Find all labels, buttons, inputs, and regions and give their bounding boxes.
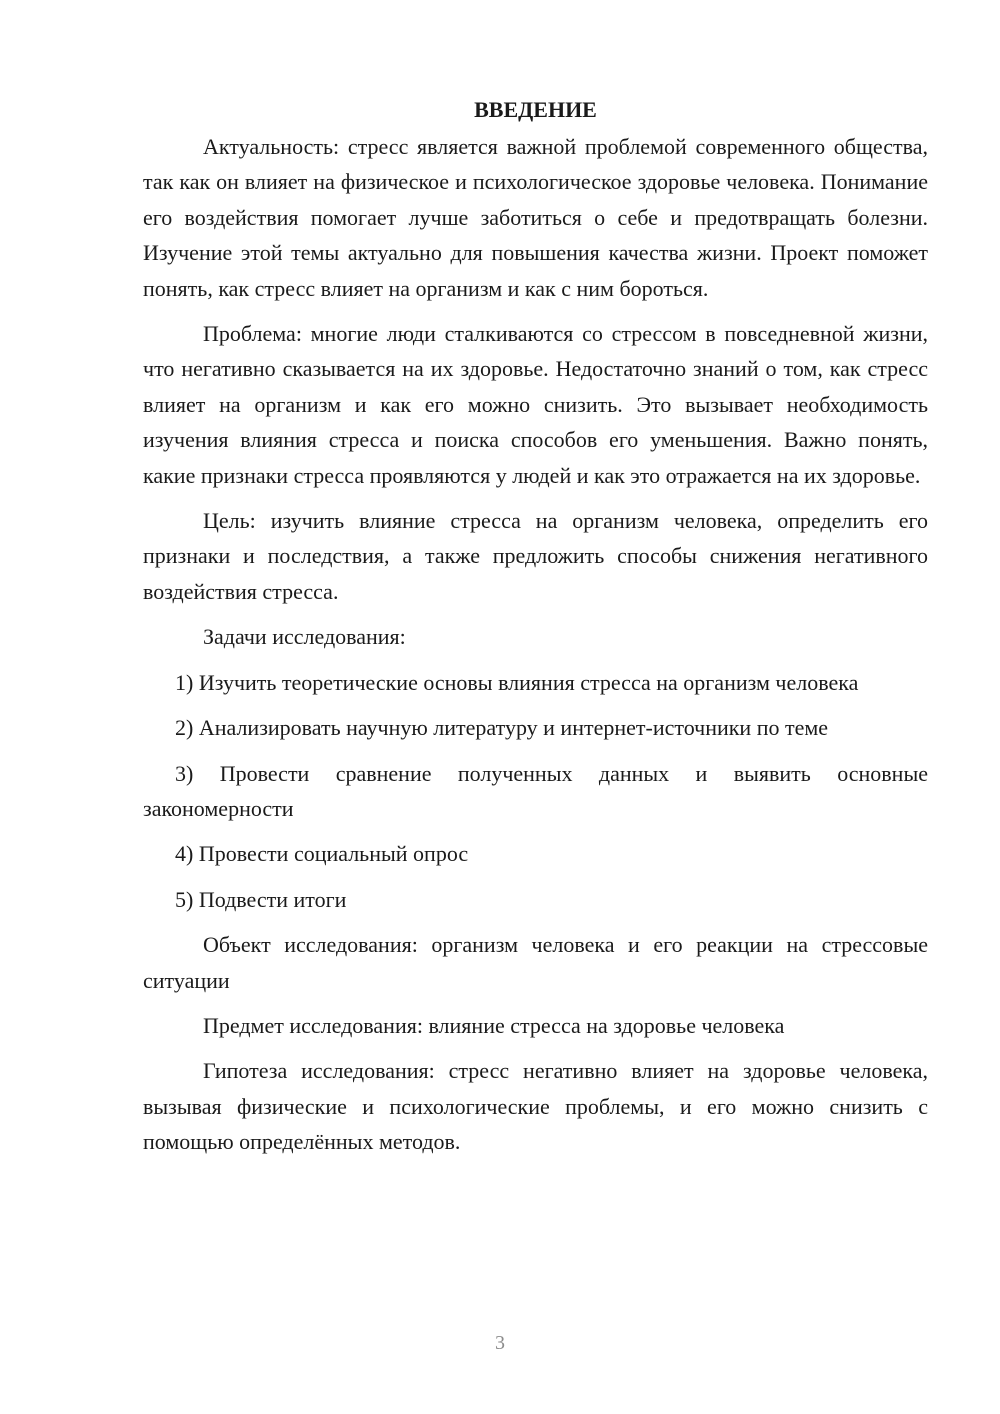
paragraph-problem: Проблема: многие люди сталкиваются со стрессом в повседневной жизни, что негативно сказывается на их здоровье. Недостаточно знаний о том, как стресс влияет на организм и как его можно снизить. Это вызывает необходимость изучения влияния стресса и поиска способов его уменьшения. Важно понять, какие признаки стресса проявляются у людей и как это отражается на их здоровье.: [143, 321, 928, 488]
task-item-3: 3) Провести сравнение полученных данных и выявить основные закономерности: [143, 760, 928, 821]
paragraph-goal: Цель: изучить влияние стресса на организм человека, определить его признаки и последствия, а также предложить способы снижения негативного воздействия стресса.: [143, 508, 928, 604]
paragraph-subject: Предмет исследования: влияние стресса на здоровье человека: [203, 1012, 785, 1038]
section-heading: ВВЕДЕНИЕ: [474, 97, 597, 122]
paragraph-object: Объект исследования: организм человека и его реакции на стрессовые ситуации: [143, 932, 928, 993]
task-item-4: 4) Провести социальный опрос: [175, 841, 469, 867]
tasks-title: Задачи исследования:: [203, 624, 406, 650]
task-item-1: 1) Изучить теоретические основы влияния стресса на организм человека: [175, 669, 859, 695]
task-item-5: 5) Подвести итоги: [175, 886, 347, 912]
tasks-list: [143, 665, 928, 917]
paragraph-relevance: Актуальность: стресс является важной проблемой современного общества, так как он влияет на физическое и психологическое здоровье человека. Понимание его воздействия помогает лучше заботиться о себе и предотвращать болезни. Изучение этой темы актуально для повышения качества жизни. Проект поможет понять, как стресс влияет на организм и как с ним бороться.: [143, 134, 928, 301]
paragraph-hypothesis: Гипотеза исследования: стресс негативно влияет на здоровье человека, вызывая физические и психологические проблемы, и его можно снизить с помощью определённых методов.: [143, 1058, 928, 1155]
page-number: 3: [495, 1332, 505, 1354]
document-page: [143, 92, 928, 1170]
task-item-2: 2) Анализировать научную литературу и интернет-источники по теме: [175, 715, 829, 741]
